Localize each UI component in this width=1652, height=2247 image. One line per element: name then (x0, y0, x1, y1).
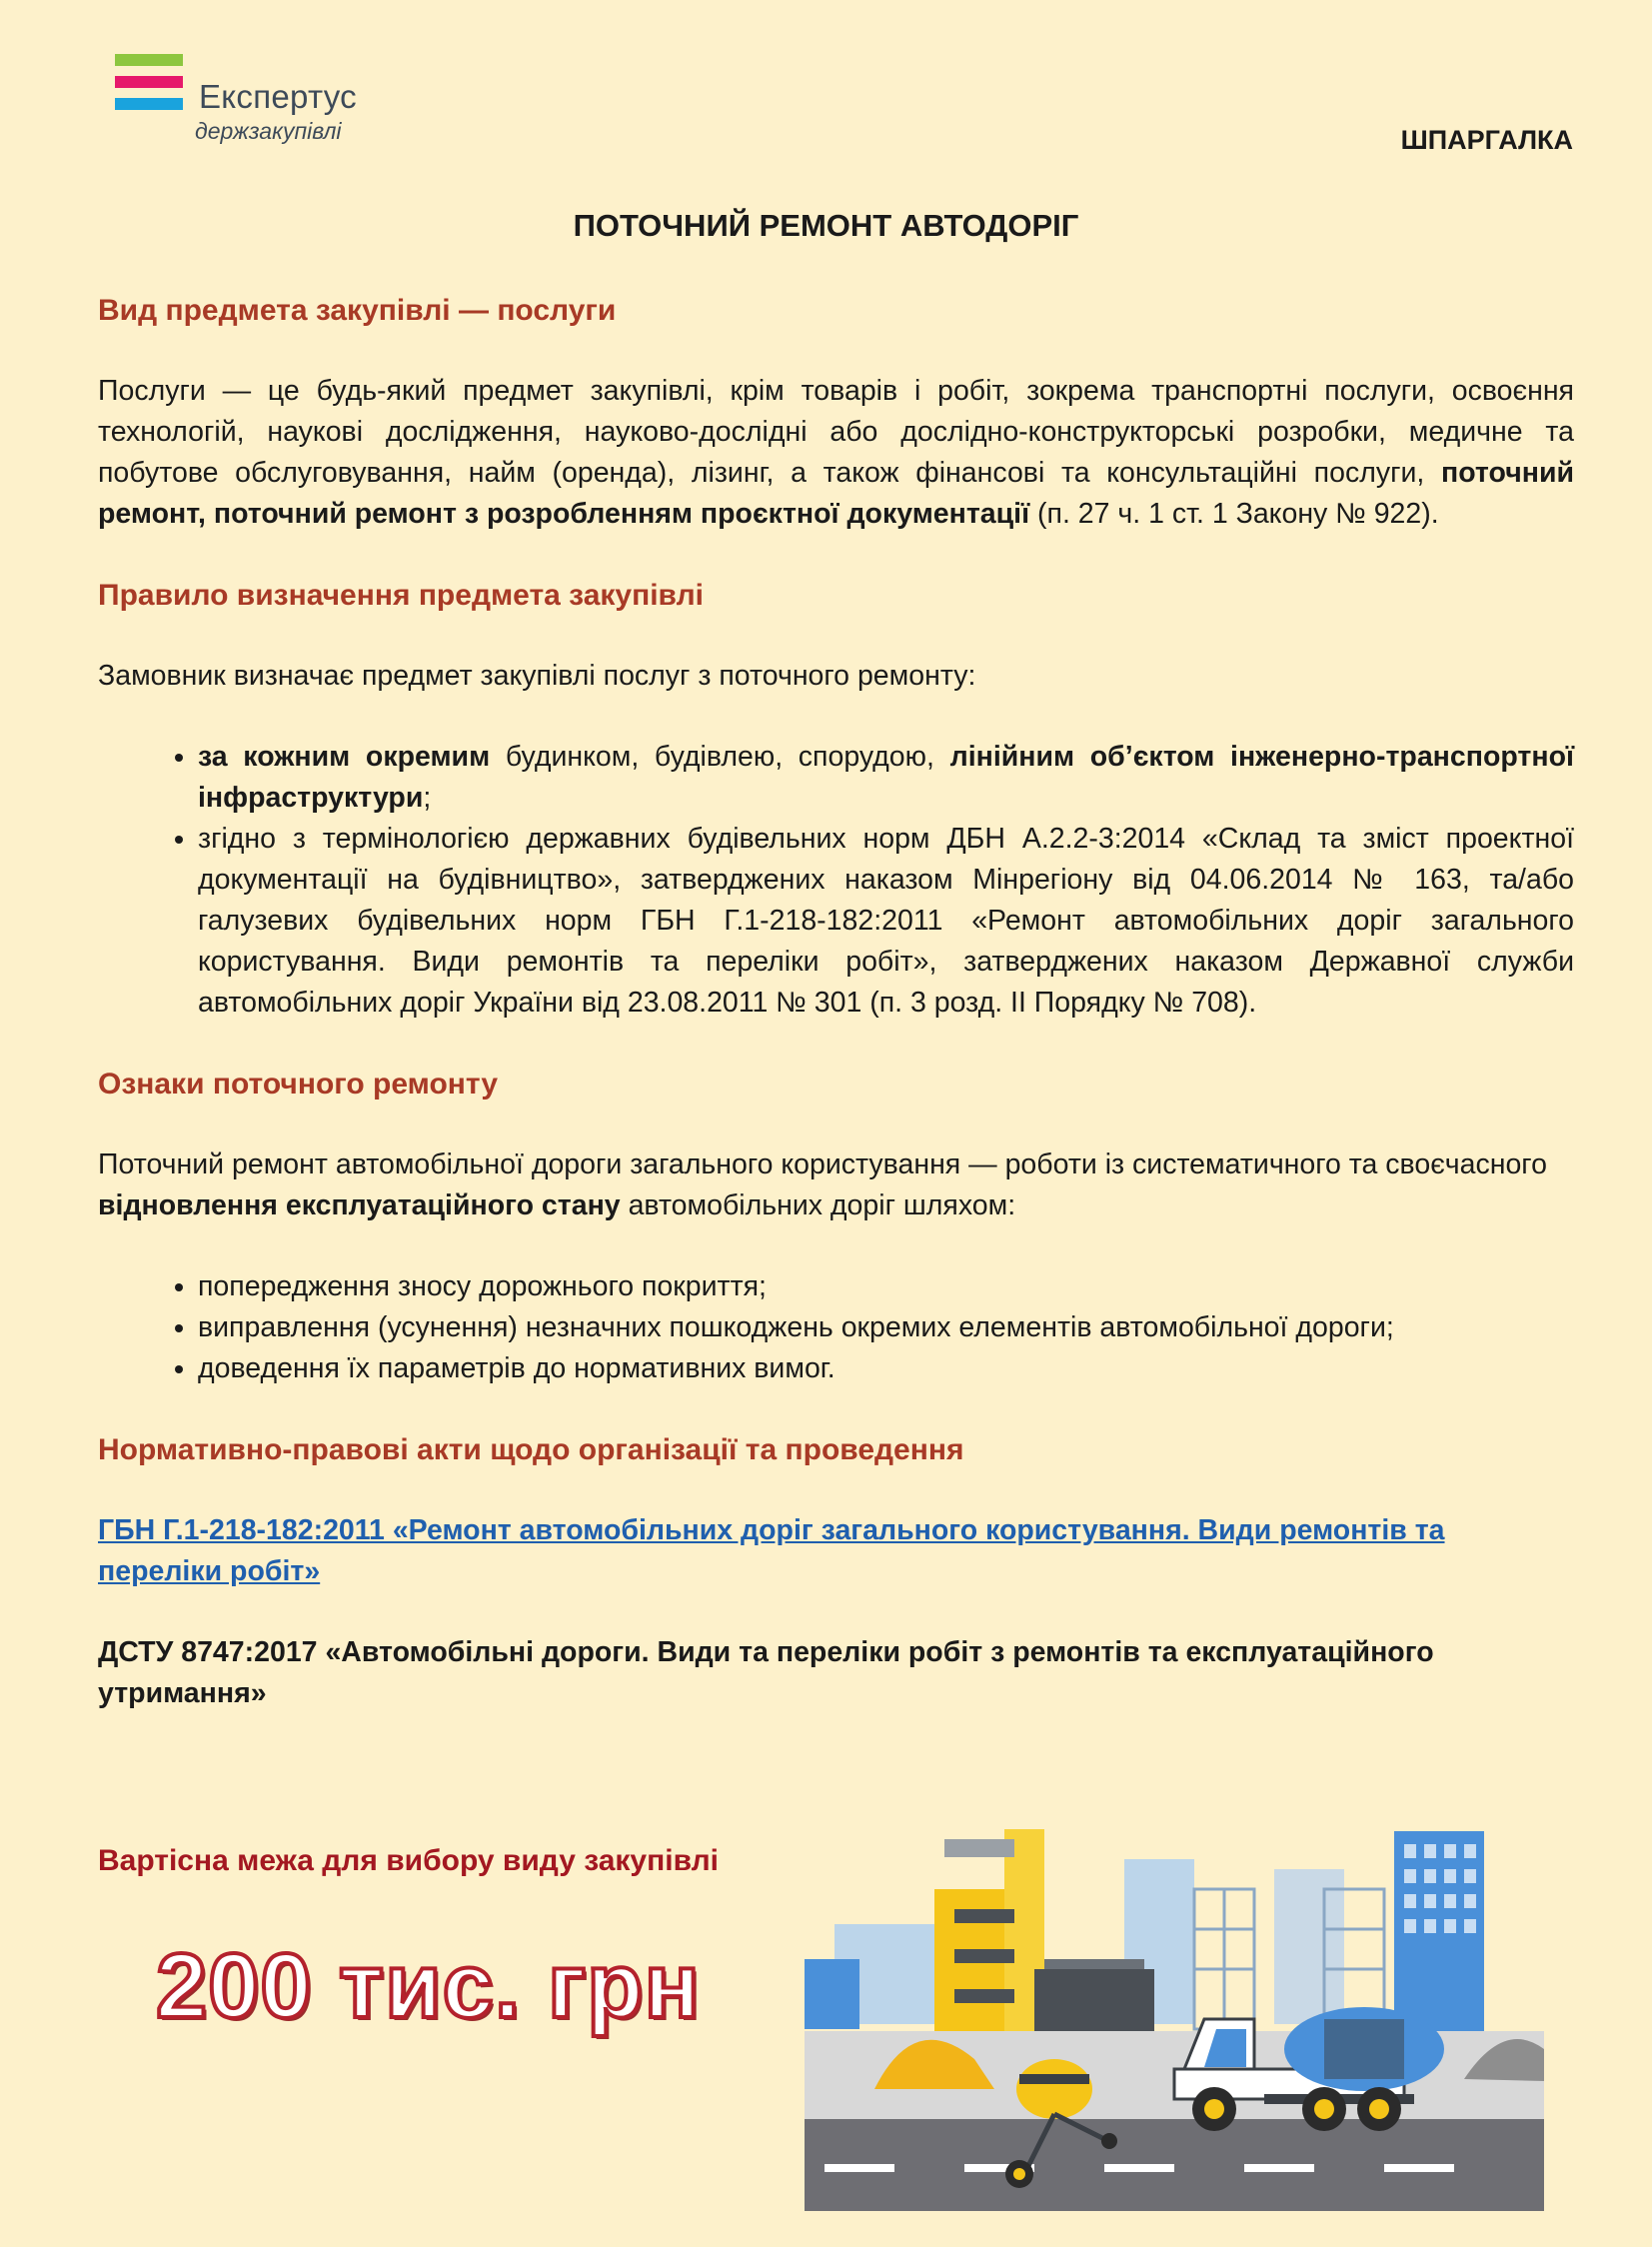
logo (115, 52, 375, 152)
list-item-text: будинком, будівлею, спорудою, (490, 741, 950, 773)
list-item (198, 737, 1574, 819)
repair-list (98, 1266, 1574, 1389)
yellow-building (934, 1829, 1154, 2039)
logo-bar-blue (115, 98, 183, 110)
logo-bar-pink (115, 76, 183, 88)
list-item: • доведення їх параметрів до нормативних вимог. (198, 1348, 1574, 1389)
section-heading-subject-type: Вид предмета закупівлі — послуги (98, 294, 617, 327)
road-construction-illustration (805, 1819, 1544, 2211)
document-tag: ШПАРГАЛКА (1400, 125, 1573, 155)
logo-bar-green (115, 54, 183, 66)
regulation-link[interactable] (98, 1510, 1574, 1592)
services-definition-text: Послуги — це будь-який предмет закупівлі, крім товарів і робіт, зокрема транспортні послуги, освоєння технологій, наукові дослідження, науково-дослідні або дослідно-конструкторські розробки, медичне та побутове обслуговування, найм (оренда), лізинг, а також фінансові та консультаційні послуги, (98, 375, 1574, 489)
services-definition (98, 371, 1574, 535)
repair-definition-bold: відновлення експлуатаційного стану (98, 1189, 621, 1221)
logo-subtitle: держзакупівлі (195, 118, 342, 144)
list-item-text: ; (423, 782, 432, 814)
list-item-bold: лінійним об’єктом інженерно-транспортної інфраструктури (198, 741, 1574, 814)
repair-definition-text: Поточний ремонт автомобільної дороги загального користування — роботи із систематичного та своєчасного (98, 1148, 1547, 1180)
list-item: • попередження зносу дорожнього покриття; (198, 1266, 1574, 1307)
section-heading-subject-rule: Правило визначення предмета закупівлі (98, 579, 704, 612)
gbn-link[interactable]: ГБН Г.1-218-182:2011 «Ремонт автомобільних доріг загального користування. Види ремонтів та переліки робіт» (98, 1514, 1445, 1587)
list-item: • виправлення (усунення) незначних пошкоджень окремих елементів автомобільної дороги; (198, 1307, 1574, 1348)
price-threshold-value: 200 тис. грн (156, 1935, 702, 2037)
list-item: • згідно з термінологією державних будівельних норм ДБН А.2.2-3:2014 «Склад та зміст проектної документації на будівництво», затверджених наказом Мінрегіону від 04.06.2014 № 163, та/або галузевих будівельних норм ГБН Г.1-218-182:2011 «Ремонт автомобільних доріг загального користування. Види ремонтів та переліки робіт», затверджених наказом Державної служби автомобільних доріг України від 23.08.2011 № 301 (п. 3 розд. ІІ Порядку № 708). (198, 819, 1574, 1024)
content (98, 290, 1574, 1714)
logo-brand: Експертус (199, 78, 357, 115)
section-heading-repair-signs: Ознаки поточного ремонту (98, 1068, 499, 1101)
list-item-bold: за кожним окремим (198, 741, 491, 773)
dstu-reference: ДСТУ 8747:2017 «Автомобільні дороги. Види та переліки робіт з ремонтів та експлуатаційного утримання» (98, 1636, 1434, 1709)
page-title: ПОТОЧНИЙ РЕМОНТ АВТОДОРІГ (573, 208, 1079, 243)
repair-definition (98, 1144, 1574, 1226)
section-heading-regulations: Нормативно-правові акти щодо організації та проведення (98, 1433, 964, 1466)
rule-list (98, 737, 1574, 1024)
services-definition-bold: поточний ремонт, поточний ремонт з розробленням проєктної документації (98, 457, 1574, 530)
repair-definition-end: автомобільних доріг шляхом: (620, 1189, 1016, 1221)
price-threshold-label: Вартісна межа для вибору виду закупівлі (98, 1844, 720, 1877)
rule-intro: Замовник визначає предмет закупівлі послуг з поточного ремонту: (98, 660, 976, 692)
services-definition-ref: (п. 27 ч. 1 ст. 1 Закону № 922). (1029, 498, 1439, 530)
